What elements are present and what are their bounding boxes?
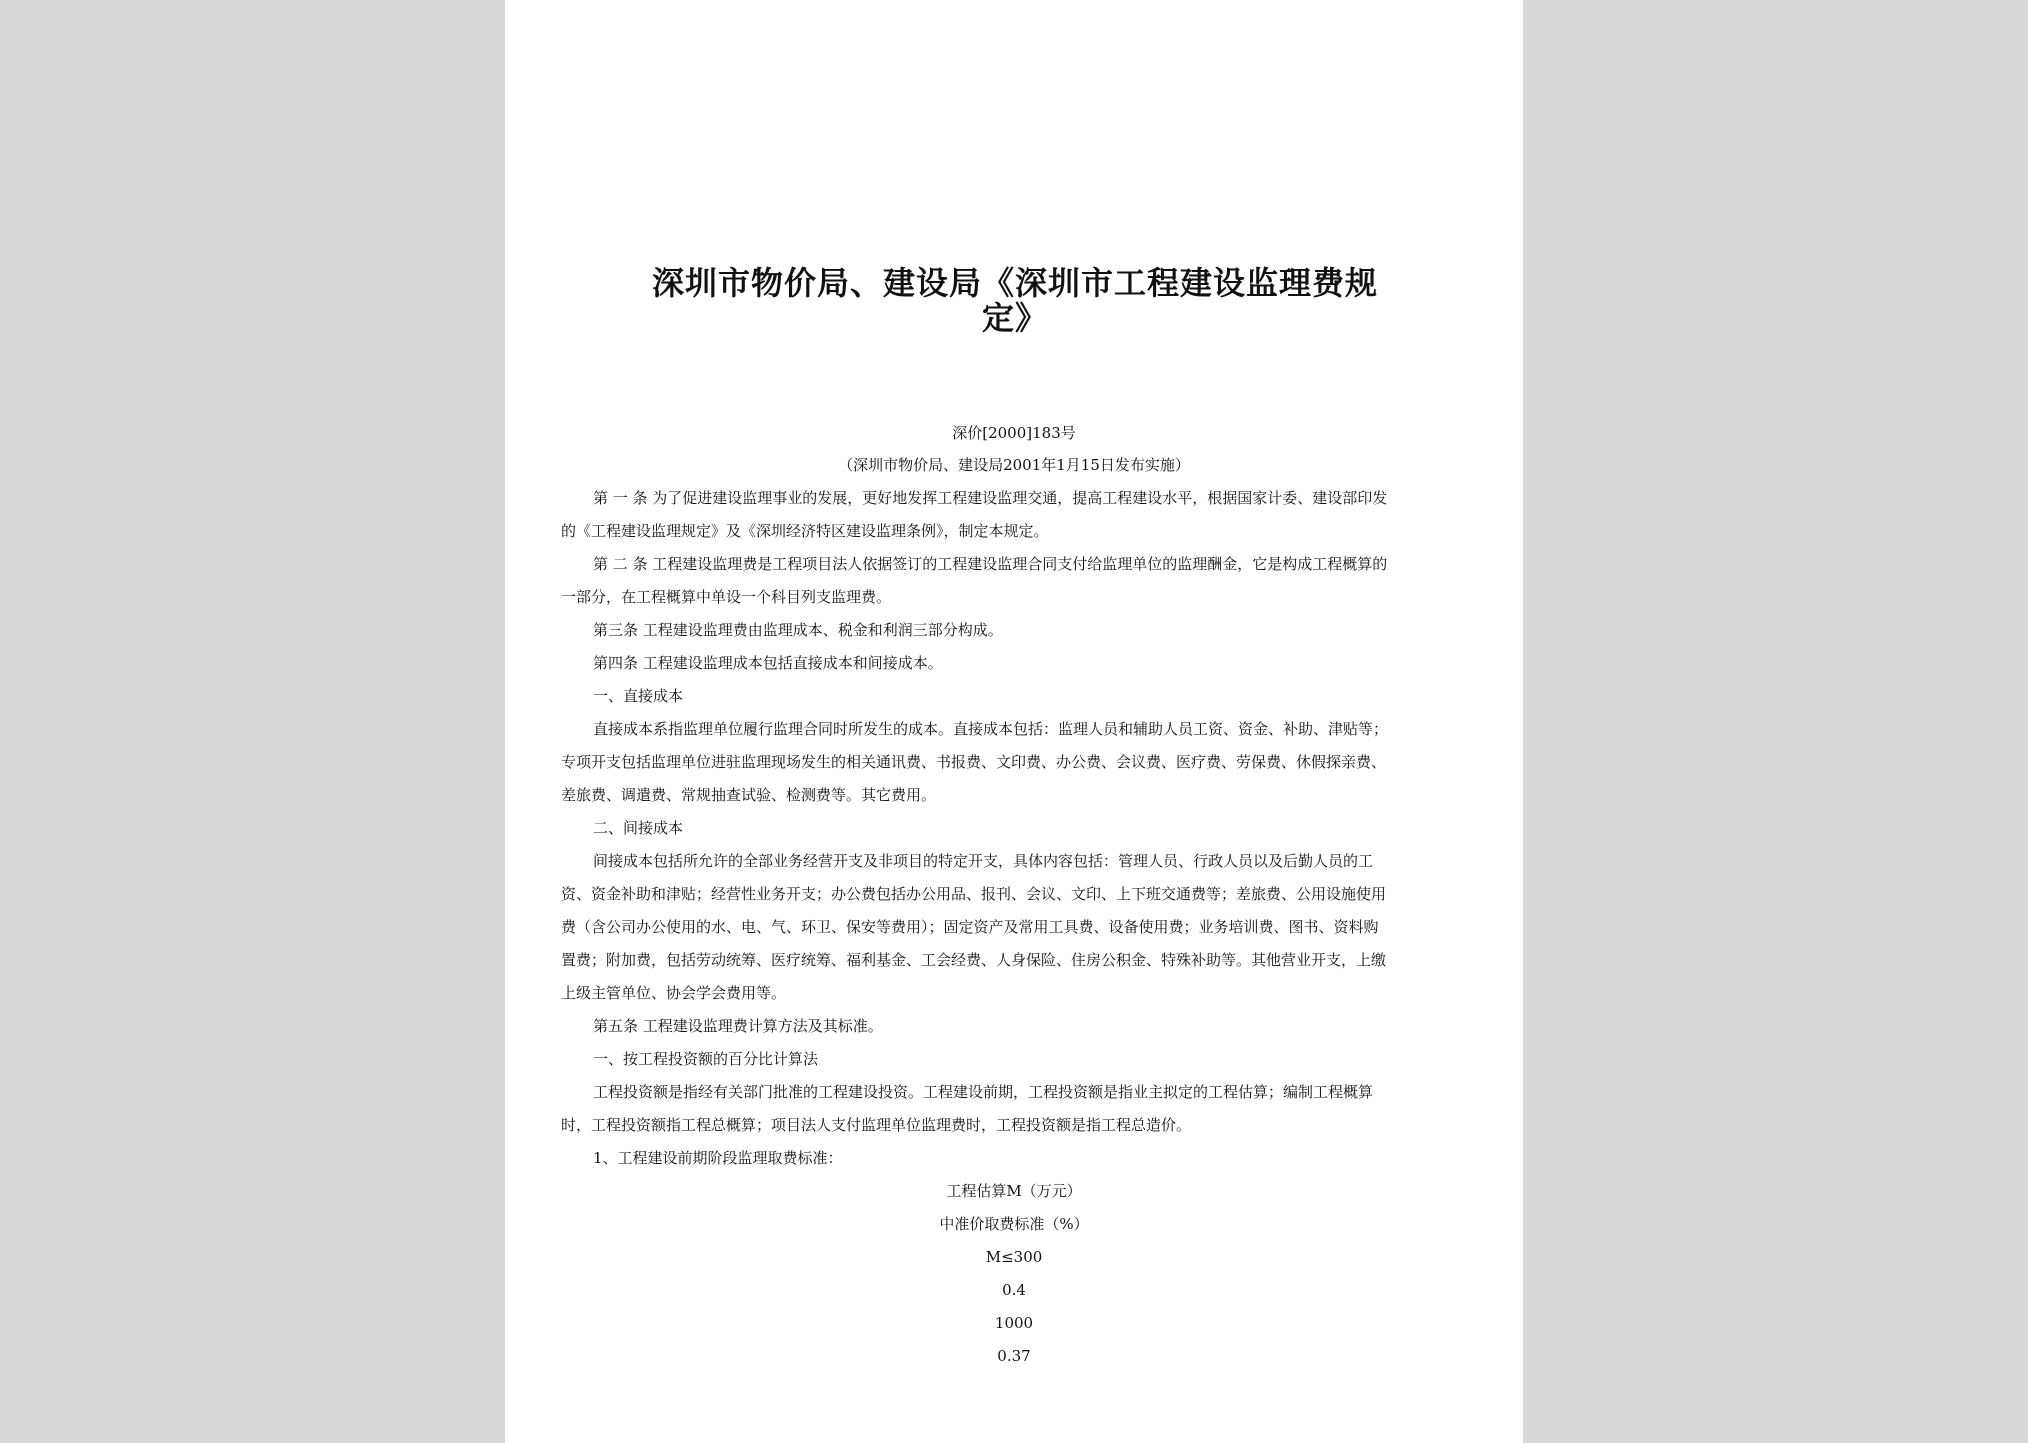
table-cell-rate-2: 0.37 xyxy=(997,1347,1031,1365)
article-1-line-1: 第 一 条 为了促进建设监理事业的发展，更好地发挥工程建设监理交通，提高工程建设水平，根据国家计委、建设部印发 xyxy=(593,489,1388,507)
indirect-cost-line-1: 间接成本包括所允许的全部业务经营开支及非项目的特定开支，具体内容包括：管理人员、行政人员以及后勤人员的工 xyxy=(593,852,1374,870)
table-header-rate: 中准价取费标准（%） xyxy=(939,1215,1089,1233)
article-2-line-1: 第 二 条 工程建设监理费是工程项目法人依据签订的工程建设监理合同支付给监理单位的监理酬金，它是构成工程概算的 xyxy=(593,555,1388,573)
table-cell-range-1: M≤300 xyxy=(985,1248,1043,1266)
article-2-line-2: 一部分，在工程概算中单设一个科目列支监理费。 xyxy=(561,588,892,606)
indirect-cost-line-3: 费（含公司办公使用的水、电、气、环卫、保安等费用）；固定资产及常用工具费、设备使用费；业务培训费、图书、资料购 xyxy=(561,918,1379,936)
investment-line-1: 工程投资额是指经有关部门批准的工程建设投资。工程建设前期，工程投资额是指业主拟定的工程估算；编制工程概算 xyxy=(593,1083,1374,1101)
direct-cost-line-1: 直接成本系指监理单位履行监理合同时所发生的成本。直接成本包括：监理人员和辅助人员工资、资金、补助、津贴等； xyxy=(593,720,1389,738)
document-number: 深价[2000]183号 xyxy=(952,424,1076,442)
indirect-cost-line-5: 上级主管单位、协会学会费用等。 xyxy=(561,984,787,1002)
table-header-estimate: 工程估算M（万元） xyxy=(946,1182,1082,1200)
indirect-cost-line-4: 置费；附加费，包括劳动统筹、医疗统筹、福利基金、工会经费、人身保险、住房公积金、特殊补助等。其他营业开支，上缴 xyxy=(561,951,1387,969)
section-direct-cost: 一、直接成本 xyxy=(593,687,684,705)
document-page xyxy=(505,0,1523,1443)
indirect-cost-line-2: 资、资金补助和津贴；经营性业务开支；办公费包括办公用品、报刊、会议、文印、上下班交通费等；差旅费、公用设施使用 xyxy=(561,885,1387,903)
article-5: 第五条 工程建设监理费计算方法及其标准。 xyxy=(593,1017,883,1035)
article-3: 第三条 工程建设监理费由监理成本、税金和利润三部分构成。 xyxy=(593,621,1003,639)
article-1-line-2: 的《工程建设监理规定》及《深圳经济特区建设监理条例》，制定本规定。 xyxy=(561,522,1049,540)
article-4: 第四条 工程建设监理成本包括直接成本和间接成本。 xyxy=(593,654,943,672)
direct-cost-line-3: 差旅费、调遣费、常规抽查试验、检测费等。其它费用。 xyxy=(561,786,937,804)
document-title-line-1: 深圳市物价局、建设局《深圳市工程建设监理费规 xyxy=(651,264,1378,302)
table-cell-range-2: 1000 xyxy=(994,1314,1034,1332)
pre-phase-fee-heading: 1、工程建设前期阶段监理取费标准： xyxy=(593,1149,843,1167)
issue-note: （深圳市物价局、建设局2001年1月15日发布实施） xyxy=(838,456,1190,474)
document-title-line-2: 定》 xyxy=(981,299,1048,337)
investment-line-2: 时，工程投资额指工程总概算；项目法人支付监理单位监理费时，工程投资额是指工程总造价。 xyxy=(561,1116,1192,1134)
section-indirect-cost: 二、间接成本 xyxy=(593,819,684,837)
section-percentage-method: 一、按工程投资额的百分比计算法 xyxy=(593,1050,819,1068)
direct-cost-line-2: 专项开支包括监理单位进驻监理现场发生的相关通讯费、书报费、文印费、办公费、会议费、医疗费、劳保费、休假探亲费、 xyxy=(561,753,1387,771)
table-cell-rate-1: 0.4 xyxy=(1002,1281,1026,1299)
